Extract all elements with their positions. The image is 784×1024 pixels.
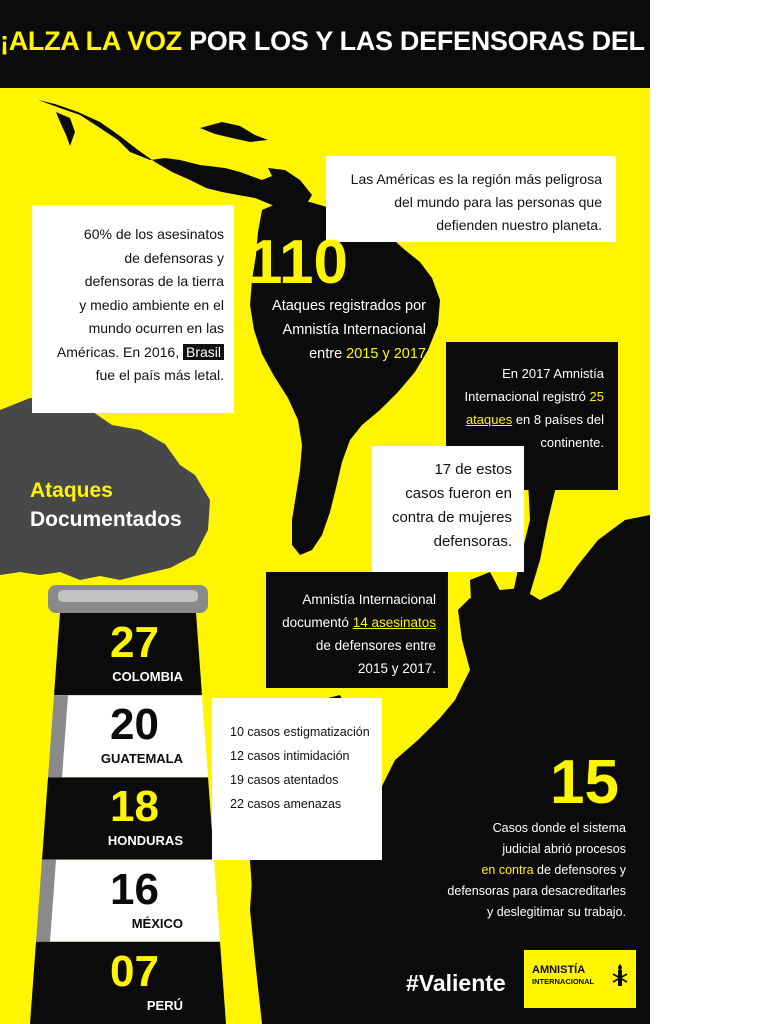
cloud-label — [30, 476, 200, 534]
registered-line-3-post: en 8 países del — [512, 412, 604, 427]
registered-line-1: En 2017 Amnistía — [502, 366, 604, 381]
sixty-line-6 — [32, 341, 224, 365]
case-type-item: 19 casos atentados — [230, 773, 339, 787]
judicial-text — [400, 818, 626, 923]
women-line-1: 17 de estos — [434, 461, 512, 478]
candle-icon — [610, 962, 630, 992]
judicial-line-5: y deslegitimar su trabajo. — [487, 905, 626, 919]
chimney-country: COLOMBIA — [112, 669, 183, 684]
registered-line-4: continente. — [540, 435, 604, 450]
sixty-line-3: defensoras de la tierra — [84, 273, 224, 289]
registered-count: 25 — [589, 389, 604, 404]
women-line-4: defensoras. — [433, 533, 512, 550]
judicial-line-2: judicial abrió procesos — [502, 842, 626, 856]
chimney-count: 27 — [110, 618, 159, 667]
murders-count: 14 asesinatos — [352, 615, 436, 630]
sixty-line-4: y medio ambiente en el — [79, 296, 224, 313]
header-bar — [0, 0, 784, 88]
judicial-highlight: en contra — [481, 863, 534, 877]
murders-line-1: Amnistía Internacional — [302, 592, 436, 607]
sixty-percent-box — [32, 205, 234, 413]
americas-line-2: del mundo para las personas que — [394, 194, 602, 210]
chimney-country: GUATEMALA — [100, 751, 183, 767]
attacks-years: 2015 y 2017 — [346, 346, 426, 362]
cloud-label-line-1: Ataques — [30, 479, 113, 502]
attacks-line-3-pre: entre — [309, 346, 347, 362]
americas-line-3: defienden nuestro planeta. — [436, 217, 602, 233]
registered-line-3 — [446, 408, 604, 431]
registered-attacks-word: ataques — [465, 412, 513, 427]
cloud-label-line-2: Documentados — [30, 508, 182, 531]
judicial-line-4: defensoras para desacreditarles — [447, 884, 626, 898]
brasil-chip: Brasil — [183, 344, 224, 360]
chimney-country: PERÚ — [146, 997, 183, 1013]
sixty-line-2: de defensoras y — [124, 249, 224, 266]
murders-box — [266, 572, 448, 688]
case-type-item: 10 casos estigmatización — [230, 725, 370, 739]
sixty-line-1: 60% de los asesinatos — [83, 226, 224, 242]
chimney-count: 16 — [110, 864, 159, 914]
sixty-line-6-text: Américas. En 2016, — [56, 343, 180, 360]
chimney-count: 20 — [110, 700, 159, 750]
case-type-item: 12 casos intimidación — [230, 749, 350, 763]
chimney-country: HONDURAS — [107, 833, 183, 849]
americas-most-dangerous-box — [326, 156, 616, 242]
sixty-line-7: fue el país más letal. — [95, 367, 224, 383]
americas-line-1: Las Américas es la región más peligrosa — [350, 171, 602, 187]
judicial-line-1: Casos donde el sistema — [492, 821, 626, 835]
title-rest: POR LOS Y LAS DEFENSORAS DEL PLANETA! — [181, 26, 784, 56]
murders-line-2-pre: documentó — [282, 615, 353, 630]
chimney-count: 07 — [110, 946, 159, 996]
judicial-number: 15 — [550, 748, 619, 817]
title-highlight: ¡ALZA LA VOZ — [0, 26, 182, 56]
attacks-line-2: Amnistía Internacional — [282, 322, 426, 338]
murders-line-3: de defensores entre — [315, 638, 436, 653]
sixty-line-5: mundo ocurren en las — [88, 320, 224, 336]
registered-line-2 — [446, 385, 604, 408]
attacks-line-1: Ataques registrados por — [272, 298, 426, 314]
chimney-count: 18 — [110, 782, 159, 832]
women-line-3: contra de mujeres — [391, 509, 512, 526]
women-defenders-box — [372, 446, 524, 572]
case-type-item: 22 casos amenazas — [230, 797, 342, 811]
judicial-line-3 — [400, 860, 626, 881]
attacks-text — [236, 294, 426, 366]
murders-line-2 — [266, 611, 436, 634]
chimney-country: MÉXICO — [131, 915, 183, 931]
hashtag: #Valiente — [406, 970, 506, 996]
page-title — [0, 26, 784, 57]
women-line-2: casos fueron en — [405, 485, 512, 502]
logo-line-2: INTERNACIONAL — [532, 977, 595, 986]
judicial-line-3-post: de defensores y — [533, 863, 626, 877]
case-types-box — [212, 698, 382, 860]
murders-line-4: 2015 y 2017. — [357, 661, 436, 676]
attacks-number: 110 — [248, 228, 349, 297]
attacks-line-3 — [236, 342, 426, 366]
logo-line-1: AMNISTÍA — [532, 964, 586, 976]
registered-line-2-pre: Internacional registró — [464, 389, 590, 404]
amnesty-logo — [524, 950, 636, 1008]
